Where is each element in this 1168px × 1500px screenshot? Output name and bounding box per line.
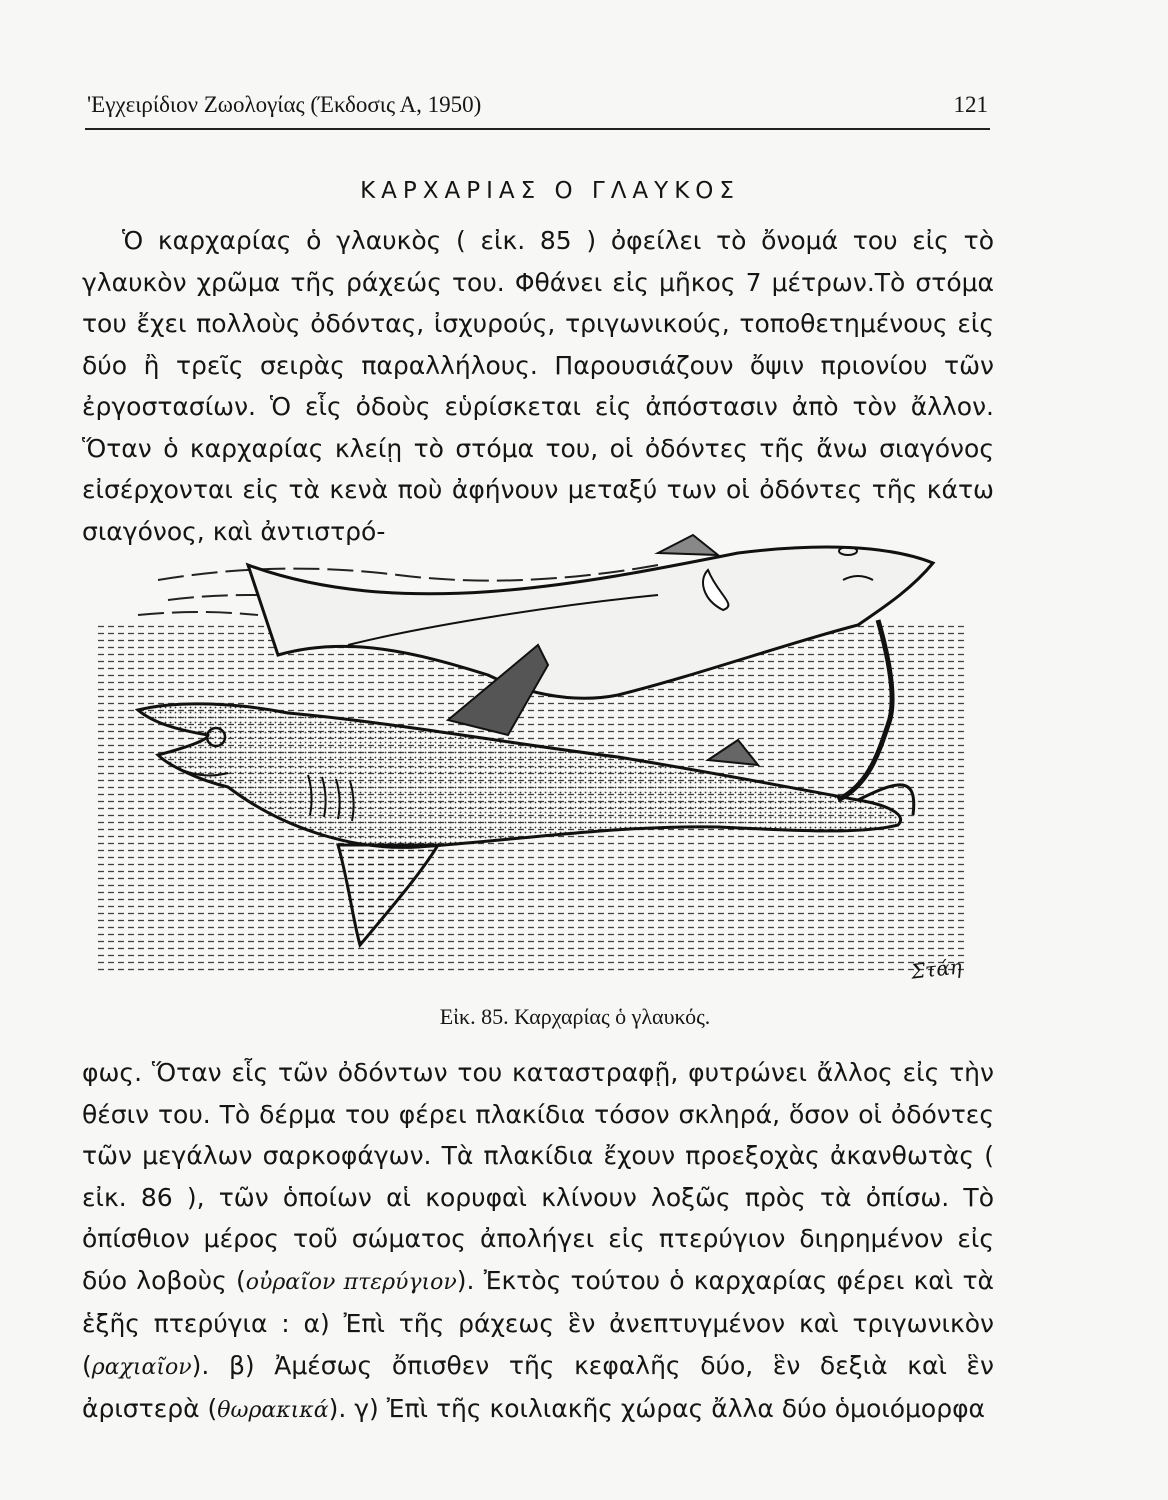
- figure-caption: Εἰκ. 85. Καρχαρίας ὁ γλαυκός.: [439, 1004, 711, 1029]
- page-number: 121: [953, 92, 988, 117]
- paragraph-2-part-4: ). γ) Ἐπὶ τῆς κοιλιακῆς χώρας ἄλλα δύο ὁμοιόμορφα: [328, 1394, 986, 1423]
- term-dorsal-fin: ραχιαῖον: [91, 1354, 192, 1380]
- paragraph-2-part-1: φως. Ὅταν εἷς τῶν ὀδόντων του καταστραφῇ, φυτρώνει ἄλλος εἰς τὴν θέσιν του. Τὸ δέρμα του φέρει πλακίδια τόσον σκληρά, ὅσον οἱ ὀδόντες τῶν μεγάλων σαρκοφάγων. Τὰ πλακίδια ἔχουν προεξοχὰς ἀκανθωτὰς ( εἰκ. 86 ), τῶν ὁποίων αἱ κορυφαὶ κλίνουν λοξῶς πρὸς τὰ ὀπίσω. Τὸ ὀπίσθιον μέρος τοῦ σώματος ἀπολήγει εἰς πτερύγιον διηρημένον εἰς δύο λοβοὺς (: [82, 1058, 994, 1295]
- running-title: 'Εγχειρίδιον Ζωολογίας (Έκδοσις Α, 1950): [87, 92, 482, 117]
- paragraph-1: [82, 220, 994, 552]
- section-title: ΚΑΡΧΑΡΙΑΣ Ο ΓΛΑΥΚΟΣ: [360, 178, 740, 204]
- shark-figure: [98, 525, 968, 995]
- paragraph-1-text: Ὁ καρχαρίας ὁ γλαυκὸς ( εἰκ. 85 ) ὀφείλει τὸ ὄνομά του εἰς τὸ γλαυκὸν χρῶμα τῆς ράχεώς του. Φθάνει εἰς μῆκος 7 μέτρων.Τὸ στόμα του ἔχει πολλοὺς ὀδόντας, ἰσχυρούς, τριγωνικούς, τοποθετημένους εἰς δύο ἢ τρεῖς σειρὰς παραλλήλους. Παρουσιάζουν ὄψιν πριονίου τῶν ἐργοστασίων. Ὁ εἷς ὀδοὺς εὑρίσκεται εἰς ἀπόστασιν ἀπὸ τὸν ἄλλον. Ὅταν ὁ καρχαρίας κλείῃ τὸ στόμα του, οἱ ὀδόντες τῆς ἄνω σιαγόνος εἰσέρχονται εἰς τὰ κενὰ ποὺ ἀφήνουν μεταξύ των οἱ ὀδόντες τῆς κάτω σιαγόνος, καὶ ἀντιστρό-: [82, 226, 994, 546]
- term-pectoral-fins: θωρακικά: [217, 1398, 329, 1423]
- running-header: [85, 88, 990, 130]
- paragraph-2-part-3: ). β) Ἀμέσως ὄπισθεν τῆς κεφαλῆς δύο, ἓν δεξιὰ καὶ ἓν ἀριστερὰ (: [82, 1350, 994, 1423]
- shark-illustration: [98, 525, 968, 995]
- term-tail-fin: οὐραῖον πτερύγιον: [245, 1269, 457, 1295]
- paragraph-2-part-2: ). Ἐκτὸς τούτου ὁ καρχαρίας φέρει καὶ τὰ ἑξῆς πτερύγια : α) Ἐπὶ τῆς ράχεως ἓν ἀνεπτυγμένον καὶ τριγωνικὸν (: [82, 1265, 994, 1380]
- paragraph-2: [82, 1052, 994, 1432]
- artist-signature: Στάη: [910, 954, 964, 984]
- paragraph-2-text: [82, 1052, 994, 1432]
